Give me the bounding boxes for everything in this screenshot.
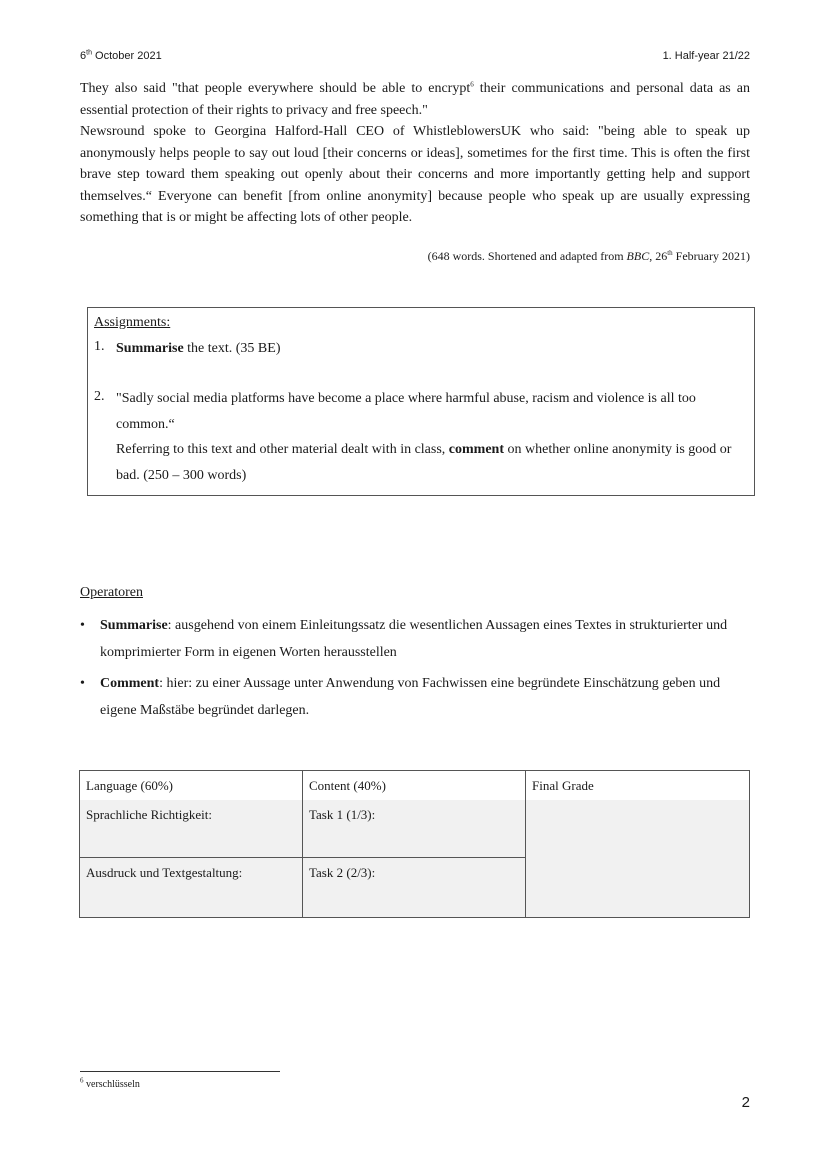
grade-table bbox=[79, 770, 750, 918]
header-term: 1. Half-year 21/22 bbox=[662, 50, 750, 62]
header-date: 6th October 2021 bbox=[80, 49, 162, 62]
assignments-box: Assignments: 1. Summarise the text. (35 BE) 2. "Sadly social media platforms have become a place where harmful abuse, racism and violence is all too common.“ Referring to this text and other material dealt with in class, comment on whether online anonymity is good or bad. (250 – 300 words) bbox=[87, 307, 755, 496]
paragraph-encrypt: They also said "that people everywhere should be able to encrypt$^6$ their communications and personal data as an essential protection of their rights to privacy and free speech." bbox=[80, 80, 750, 118]
task-2-quote: "Sadly social media platforms have become a place where harmful abuse, racism and violence is all too common.“ bbox=[116, 391, 696, 432]
footnote-divider bbox=[80, 1071, 280, 1072]
body-text bbox=[80, 78, 750, 229]
list-item: • Summarise: ausgehend von einem Einleitungssatz die wesentlichen Aussagen eines Textes in strukturierter und komprimierter Form in eigenen Worten herausstellen bbox=[80, 618, 728, 660]
operatoren-list bbox=[80, 612, 752, 728]
operatoren-title: Operatoren bbox=[80, 585, 143, 600]
cell-sprachliche-richtigkeit: Sprachliche Richtigkeit: bbox=[80, 800, 303, 858]
list-item: • Comment: hier: zu einer Aussage unter Anwendung von Fachwissen eine begründete Einschätzung geben und eigene Maßstäbe begründet darlegen. bbox=[80, 676, 721, 718]
task-2-instruction: Referring to this text and other material dealt with in class, comment on whether online anonymity is good or bad. (250 – 300 words) bbox=[116, 442, 732, 483]
footnote: $^6$ verschlüsseln bbox=[80, 1076, 140, 1090]
source-citation: (648 words. Shortened and adapted from BBC, 26th February 2021) bbox=[427, 249, 750, 263]
cell-task-2: Task 2 (2/3): bbox=[303, 858, 526, 917]
header-language: Language (60%) bbox=[80, 771, 303, 800]
cell-task-1: Task 1 (1/3): bbox=[303, 800, 526, 858]
header-final-grade: Final Grade bbox=[532, 778, 594, 793]
assignments-title: Assignments: bbox=[94, 315, 171, 330]
page-header bbox=[80, 50, 750, 62]
header-content: Content (40%) bbox=[303, 771, 526, 800]
footnote-ref: 6 bbox=[470, 80, 474, 89]
cell-final-grade bbox=[526, 800, 749, 917]
cell-ausdruck: Ausdruck und Textgestaltung: bbox=[80, 858, 303, 917]
page-number: 2 bbox=[741, 1094, 750, 1111]
paragraph-newsround: Newsround spoke to Georgina Halford-Hall CEO of WhistleblowersUK who said: "being able to speak up anonymously helps people to say out loud [their concerns or ideas], sometimes for the first time. This is often the first brave step toward them speaking out openly about their concerns and more importantly getting help and support themselves.“ Everyone can benefit [from online anonymity] because people who speak up are usually expressing something that is or might be affecting lots of other people. bbox=[80, 124, 750, 225]
